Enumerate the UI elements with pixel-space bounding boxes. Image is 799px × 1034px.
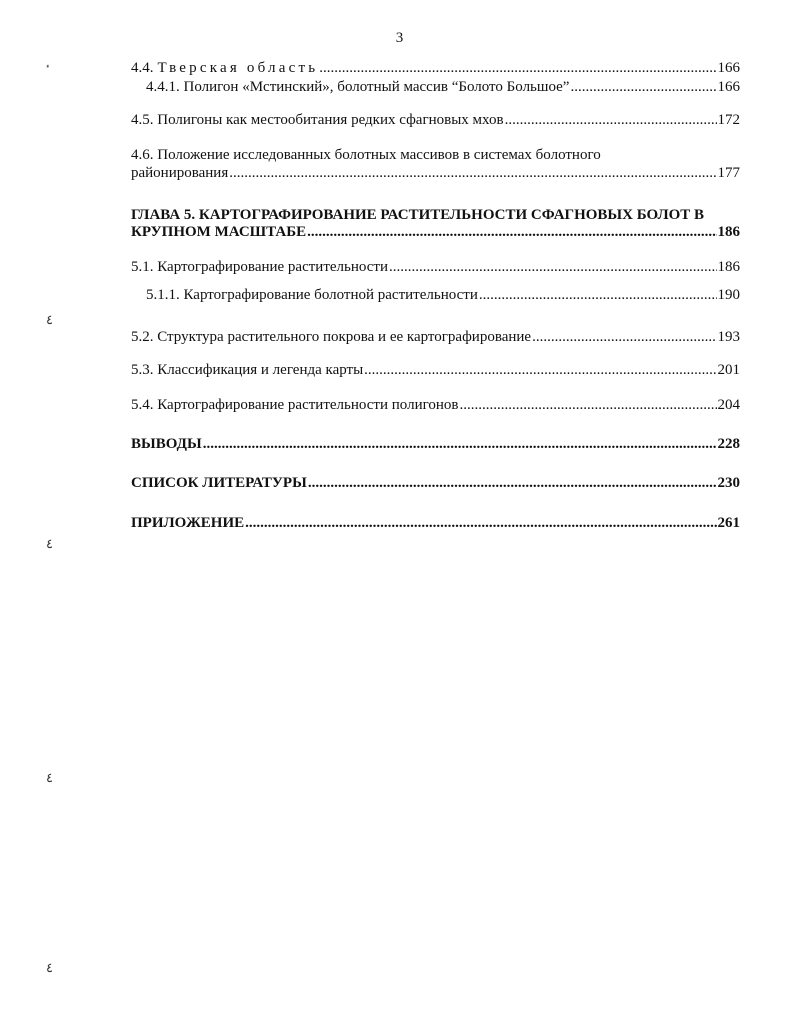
toc-leader-dots bbox=[308, 474, 717, 492]
toc-entry-title: 4.5. Полигоны как местообитания редких сфагновых мхов bbox=[131, 112, 504, 128]
margin-mark: ٴ bbox=[46, 64, 50, 79]
toc-chapter-5 bbox=[131, 223, 740, 241]
toc-leader-dots bbox=[460, 396, 717, 414]
toc-references bbox=[131, 474, 740, 492]
toc-entry-4-5 bbox=[131, 111, 740, 129]
toc-leader-dots bbox=[389, 258, 716, 276]
toc-entry-page: 186 bbox=[717, 259, 740, 275]
toc-leader-dots bbox=[245, 514, 716, 532]
margin-mark: ٤ bbox=[46, 960, 53, 975]
toc-entry-title: 5.3. Классификация и легенда карты bbox=[131, 362, 364, 378]
toc-entry-5-4 bbox=[131, 396, 740, 414]
page-number: 3 bbox=[395, 30, 404, 46]
toc-leader-dots bbox=[229, 164, 716, 182]
margin-mark: ٤ bbox=[46, 312, 53, 327]
toc-entry-page: 230 bbox=[717, 475, 740, 491]
toc-leader-dots bbox=[479, 286, 717, 304]
margin-mark: ٤ bbox=[46, 536, 53, 551]
toc-entry-page: 204 bbox=[717, 397, 740, 413]
toc-entry-page: 166 bbox=[717, 60, 740, 76]
toc-entry-title: СПИСОК ЛИТЕРАТУРЫ bbox=[131, 475, 307, 491]
toc-entry-4-6-line1: 4.6. Положение исследованных болотных массивов в системах болотного bbox=[131, 147, 601, 163]
margin-mark: ٤ bbox=[46, 770, 53, 785]
toc-leader-dots bbox=[203, 435, 717, 453]
toc-entry-title: 5.2. Структура растительного покрова и ее картографирование bbox=[131, 329, 532, 345]
toc-entry-5-1-1 bbox=[146, 286, 740, 304]
toc-entry-title: КРУПНОМ МАСШТАБЕ bbox=[131, 224, 307, 240]
toc-chapter-5-line1: ГЛАВА 5. КАРТОГРАФИРОВАНИЕ РАСТИТЕЛЬНОСТИ СФАГНОВЫХ БОЛОТ В bbox=[131, 207, 705, 223]
toc-entry-title: 5.4. Картографирование растительности полигонов bbox=[131, 397, 459, 413]
toc-entry-title: 5.1.1. Картографирование болотной растительности bbox=[146, 287, 478, 303]
toc-entry-page: 166 bbox=[717, 79, 740, 95]
toc-entry-page: 201 bbox=[717, 362, 740, 378]
toc-entry-title: районирования bbox=[131, 165, 229, 181]
toc-leader-dots bbox=[532, 328, 716, 346]
toc-entry-5-3 bbox=[131, 361, 740, 379]
toc-entry-5-1 bbox=[131, 258, 740, 276]
toc-entry-page: 193 bbox=[717, 329, 740, 345]
toc-entry-title: ПРИЛОЖЕНИЕ bbox=[131, 515, 245, 531]
toc-entry-4-4-1 bbox=[146, 78, 740, 96]
toc-entry-page: 261 bbox=[717, 515, 740, 531]
toc-leader-dots bbox=[307, 223, 716, 241]
toc-entry-page: 172 bbox=[717, 112, 740, 128]
toc-entry-title: Тверская область bbox=[157, 60, 319, 76]
toc-entry-title: ВЫВОДЫ bbox=[131, 436, 202, 452]
toc-entry-number: 4.4. bbox=[131, 60, 154, 76]
toc-entry-4-4 bbox=[131, 59, 740, 77]
toc-leader-dots bbox=[505, 111, 717, 129]
toc-conclusions bbox=[131, 435, 740, 453]
toc-entry-page: 228 bbox=[717, 436, 740, 452]
toc-entry-title: 5.1. Картографирование растительности bbox=[131, 259, 389, 275]
toc-entry-title: 4.4.1. Полигон «Мстинский», болотный массив “Болото Большое” bbox=[146, 79, 570, 95]
toc-entry-page: 190 bbox=[717, 287, 740, 303]
toc-leader-dots bbox=[570, 78, 716, 96]
toc-leader-dots bbox=[319, 59, 716, 77]
toc-entry-4-6 bbox=[131, 164, 740, 182]
toc-entry-page: 186 bbox=[717, 224, 740, 240]
toc-entry-5-2 bbox=[131, 328, 740, 346]
toc-leader-dots bbox=[364, 361, 716, 379]
toc-entry-page: 177 bbox=[717, 165, 740, 181]
toc-appendix bbox=[131, 514, 740, 532]
